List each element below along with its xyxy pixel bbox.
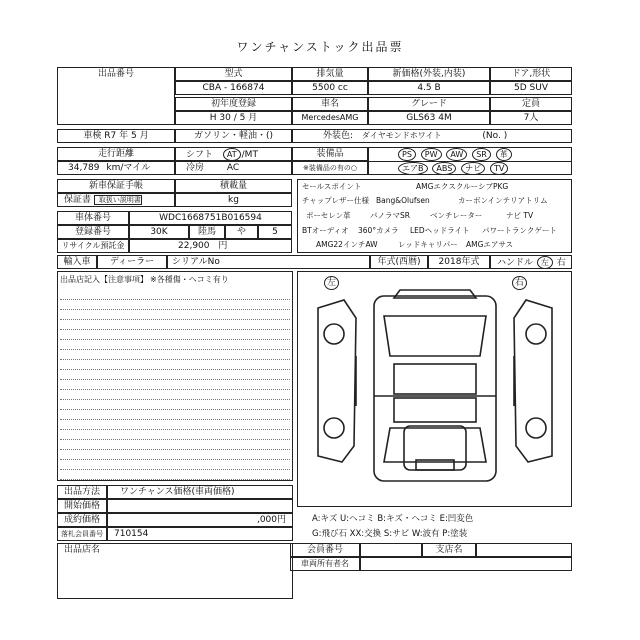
sales-point-item: レッドキャリパー <box>398 240 458 249</box>
reg-value: 30K <box>150 227 168 237</box>
new-price-value: 4.5 B <box>417 83 441 93</box>
contract-value-cell <box>107 513 293 527</box>
recycle-fee-label-cell <box>57 239 129 253</box>
reg-num: 5 <box>272 227 278 237</box>
model-value-cell <box>175 81 292 95</box>
handle-right: 右 <box>556 258 566 268</box>
model-label-cell <box>175 67 292 81</box>
sales-point-item: AMGエクスクルーシブPKG <box>416 182 509 191</box>
equipment-row1 <box>368 147 572 161</box>
equipment-label: 装備品 <box>316 149 344 159</box>
sales-point-item: ポーセレン革 <box>306 211 351 220</box>
first-reg-value-cell <box>175 111 292 125</box>
recycle-fee-value-cell <box>129 239 292 253</box>
notes-lines <box>58 290 292 481</box>
sales-point-item: パワートランクゲート <box>482 226 557 235</box>
sales-point-item: BTオーディオ <box>302 226 349 235</box>
equip-ps: PS <box>398 148 416 161</box>
grade-value: GLS63 4M <box>406 113 452 123</box>
car-name-value: MercedesAMG <box>301 113 359 122</box>
exterior-color-no: (No. ) <box>482 131 508 141</box>
sales-point-item: チャップレザー仕様 <box>302 196 369 205</box>
first-reg-label-cell <box>175 97 292 111</box>
contract-label-cell <box>57 513 107 527</box>
shift-label: シフト <box>186 150 214 160</box>
mileage-label-cell <box>57 147 175 161</box>
warranty-booklet-label: 保証書 <box>64 195 92 205</box>
branch-value-cell <box>476 543 572 557</box>
fuel-cell <box>175 129 292 143</box>
dealer-label: ディーラー <box>109 257 155 267</box>
displacement-value: 5500 cc <box>312 83 348 93</box>
capacity-value: 7人 <box>523 113 539 123</box>
capacity-value-cell <box>490 111 572 125</box>
exterior-color-cell <box>292 129 572 143</box>
equip-abs: ABS <box>432 162 456 175</box>
serial-label: シリアルNo <box>172 257 220 267</box>
equip-airbag: エアB <box>398 162 428 175</box>
grade-label-cell <box>368 97 490 111</box>
sales-point-label: セールスポイント <box>302 182 362 191</box>
member-label-cell <box>57 527 107 541</box>
sales-point-item: カーボンインテリアトリム <box>458 196 548 205</box>
store-name-box <box>57 543 293 599</box>
handle-label: ハンドル <box>497 258 534 268</box>
branch-label-cell <box>422 543 476 557</box>
method-label: 出品方法 <box>63 487 100 497</box>
year-label-cell <box>370 255 428 269</box>
warranty-label-cell <box>57 179 175 193</box>
first-reg-value: H 30 / 5 月 <box>209 113 258 123</box>
equip-aw: AW <box>446 148 467 161</box>
start-label: 開始価格 <box>63 501 100 511</box>
vin-label: 車体番号 <box>74 213 111 223</box>
member-no-label-cell <box>290 543 360 557</box>
mileage-value-cell <box>57 161 175 175</box>
dealer-cell <box>97 255 167 269</box>
equip-sr: SR <box>472 148 491 161</box>
diagram-left-label: 左 <box>324 276 339 290</box>
notes-box <box>57 271 293 481</box>
contract-label: 成約価格 <box>63 515 100 525</box>
sales-point-item: ナビ TV <box>506 211 534 220</box>
sales-point-item: ベンチレーター <box>430 211 483 220</box>
member-value-cell <box>107 527 293 541</box>
start-value-cell <box>107 499 293 513</box>
sales-point-box <box>297 179 572 253</box>
member-label: 落札会員番号 <box>61 530 103 538</box>
new-price-label-cell <box>368 67 490 81</box>
reg-kana-cell <box>225 225 258 239</box>
method-value-cell <box>107 485 293 499</box>
model-value: CBA - 166874 <box>202 83 265 93</box>
handle-left: 左 <box>537 256 553 269</box>
branch-label: 支店名 <box>435 545 463 555</box>
reg-label: 登録番号 <box>74 227 111 237</box>
year-value: 2018年式 <box>438 257 480 267</box>
notes-text: ※各種傷・ヘコミ有り <box>150 275 229 284</box>
serial-cell <box>167 255 370 269</box>
method-label-cell <box>57 485 107 499</box>
vin-label-cell <box>57 211 129 225</box>
sales-point-item: AMG22インチAW <box>316 240 378 249</box>
warranty-booklet-cell <box>57 193 175 207</box>
new-price-label: 新価格(外装,内装) <box>392 69 466 79</box>
car-name-label: 車名 <box>320 99 339 109</box>
warranty-booklet-value: 取扱い説明書 <box>94 195 142 205</box>
exterior-color-value: ダイヤモンドホワイト <box>361 131 442 140</box>
door-label-cell <box>490 67 572 81</box>
owner-label-cell <box>290 557 360 571</box>
recycle-fee-label: リサイクル預託金 <box>61 241 125 250</box>
displacement-label: 排気量 <box>316 69 344 79</box>
owner-value-cell <box>360 557 572 571</box>
load-label: 積載量 <box>219 181 247 191</box>
capacity-label: 定員 <box>521 99 540 109</box>
reg-mid-cell <box>189 225 225 239</box>
model-label: 型式 <box>224 69 243 79</box>
vin-value-cell <box>129 211 292 225</box>
cooling-cell <box>175 161 292 175</box>
cooling-label: 冷房 <box>186 163 205 173</box>
equipment-sub-cell <box>292 161 368 175</box>
door-value: 5D SUV <box>514 83 548 93</box>
displacement-label-cell <box>292 67 368 81</box>
equipment-sub-label: ※装備品の有の○ <box>303 164 357 172</box>
load-value: kg <box>228 195 239 205</box>
store-name-label: 出品店名 <box>64 545 101 555</box>
diagram-right-label: 右 <box>512 276 527 290</box>
first-reg-label: 初年度登録 <box>210 99 256 109</box>
damage-legend-line1: A:キズ U:ヘコミ B:キズ・ヘコミ E:凹変色 <box>312 514 474 524</box>
shift-mt: /MT <box>241 150 258 160</box>
lot-number-label: 出品番号 <box>97 69 134 79</box>
grade-label: グレード <box>410 99 447 109</box>
warranty-label: 新車保証手帳 <box>88 181 143 191</box>
exterior-color-label: 外装色: <box>323 131 354 141</box>
sales-point-item: AMGエアサス <box>466 240 514 249</box>
door-label: ドア,形状 <box>511 69 551 79</box>
mileage-value: 34,789 <box>68 163 100 173</box>
shift-at-circled: AT <box>223 148 241 161</box>
vin-value: WDC1668751B016594 <box>159 213 262 223</box>
new-price-value-cell <box>368 81 490 95</box>
recycle-fee-value: 22,900 <box>178 241 210 251</box>
equip-leather: 革 <box>496 148 512 161</box>
equipment-row2 <box>368 161 572 175</box>
notes-title: 出品店記入【注意事項】 <box>60 275 148 284</box>
year-value-cell <box>428 255 490 269</box>
displacement-value-cell <box>292 81 368 95</box>
sales-point-item: 360°カメラ <box>358 226 399 235</box>
sheet-title: ワンチャンストック出品票 <box>236 40 404 54</box>
recycle-fee-unit: 円 <box>218 241 228 251</box>
equip-navi: ナビ <box>461 162 485 175</box>
member-no-label: 会員番号 <box>306 545 343 555</box>
inspection-value: 車検 R7 年 5 月 <box>83 131 149 141</box>
contract-value: ,000円 <box>256 515 286 525</box>
reg-label-cell <box>57 225 129 239</box>
sales-point-item: LEDヘッドライト <box>410 226 470 235</box>
cooling-value: AC <box>226 163 240 173</box>
import-label: 輸入車 <box>63 257 91 267</box>
reg-mid: 陸馬 <box>197 227 216 237</box>
method-value: ワンチャンス価格(車両価格) <box>120 487 235 497</box>
car-damage-diagram <box>304 286 566 496</box>
shift-cell <box>175 147 292 161</box>
sales-point-item: パノラマSR <box>370 211 410 220</box>
import-label-cell <box>57 255 97 269</box>
door-value-cell <box>490 81 572 95</box>
grade-value-cell <box>368 111 490 125</box>
load-value-cell <box>175 193 292 207</box>
equip-tv: TV <box>490 162 508 175</box>
member-no-value-cell <box>360 543 422 557</box>
fuel-value: ガソリン・軽油・() <box>193 131 274 141</box>
load-label-cell <box>175 179 292 193</box>
inspection-cell <box>57 129 175 143</box>
mileage-unit: km/マイル <box>106 163 151 173</box>
mileage-label: 走行距離 <box>97 149 134 159</box>
equipment-label-cell <box>292 147 368 161</box>
handle-cell <box>490 255 572 269</box>
equip-pw: PW <box>421 148 442 161</box>
reg-kana: や <box>236 227 246 237</box>
car-diagram-box <box>297 271 572 507</box>
car-name-value-cell <box>292 111 368 125</box>
start-label-cell <box>57 499 107 513</box>
member-value: 710154 <box>114 529 149 539</box>
reg-value-cell <box>129 225 189 239</box>
year-label: 年式(西暦) <box>377 257 421 267</box>
damage-legend-line2: G:飛び石 XX:交換 S:サビ W:波有 P:塗装 <box>312 529 468 539</box>
reg-num-cell <box>258 225 292 239</box>
car-name-label-cell <box>292 97 368 111</box>
capacity-label-cell <box>490 97 572 111</box>
owner-label: 車両所有者名 <box>301 559 349 568</box>
sales-point-item: Bang&Olufsen <box>376 196 430 205</box>
lot-number-cell <box>57 67 175 125</box>
